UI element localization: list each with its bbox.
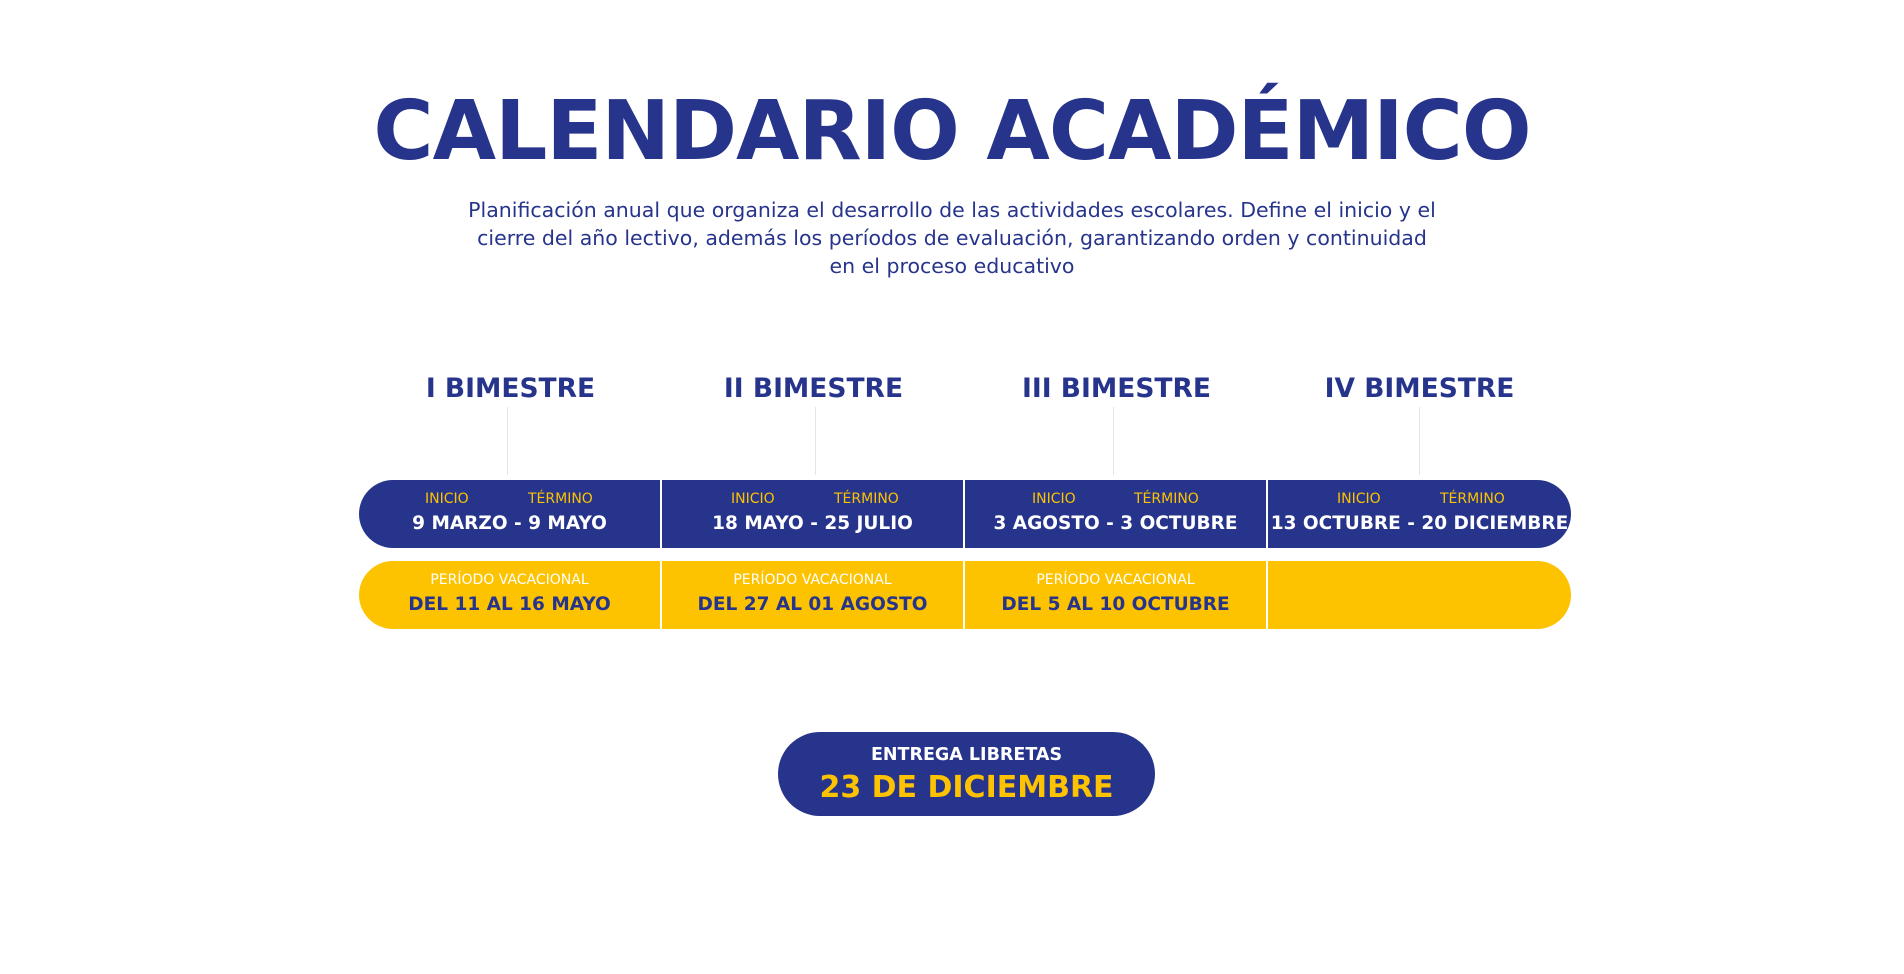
vacation-cell-1 [359,561,662,629]
vacation-label: PERÍODO VACACIONAL [733,572,892,588]
page-title: CALENDARIO ACADÉMICO [373,84,1531,179]
bimester-header-2 [662,365,965,475]
bimester-title: IV BIMESTRE [1324,373,1515,404]
vacation-dates: DEL 5 AL 10 OCTUBRE [1001,594,1230,615]
bimester-dates-cell-1 [359,480,662,548]
connector-line [507,407,508,475]
bimester-title: III BIMESTRE [1021,373,1211,404]
report-delivery-date: 23 DE DICIEMBRE [819,770,1114,805]
report-delivery-badge [778,732,1155,816]
bimester-dates-cell-2 [662,480,965,548]
start-label: INICIO [425,491,469,507]
vacation-cell-4 [1268,561,1571,629]
start-label: INICIO [1032,491,1076,507]
bimester-dates-cell-4 [1268,480,1571,548]
bimester-header-4 [1268,365,1571,475]
page-subtitle: Planificación anual que organiza el desarrollo de las actividades escolares. Define el inicio y el cierre del año lectivo, además los períodos de evaluación, garantizando orden y continuidad en el proceso educativo [468,198,1436,278]
bimester-dates-band [359,480,1571,548]
bimester-date-range: 3 AGOSTO - 3 OCTUBRE [993,513,1238,534]
end-label: TÉRMINO [1440,491,1505,507]
end-label: TÉRMINO [1134,491,1199,507]
vacation-label: PERÍODO VACACIONAL [430,572,589,588]
vacation-dates: DEL 11 AL 16 MAYO [408,594,611,615]
connector-line [1419,407,1420,475]
bimester-date-range: 18 MAYO - 25 JULIO [712,513,913,534]
start-label: INICIO [1337,491,1381,507]
report-delivery-label: ENTREGA LIBRETAS [870,745,1063,765]
bimester-title: I BIMESTRE [425,373,596,404]
vacation-band [359,561,1571,629]
bimester-headers [359,365,1571,475]
vacation-cell-2 [662,561,965,629]
bimester-date-range: 13 OCTUBRE - 20 DICIEMBRE [1270,513,1569,534]
end-label: TÉRMINO [834,491,899,507]
vacation-cell-3 [965,561,1268,629]
bimester-header-1 [359,365,662,475]
bimester-title: II BIMESTRE [723,373,904,404]
start-label: INICIO [731,491,775,507]
bimester-dates-cell-3 [965,480,1268,548]
connector-line [815,407,816,475]
connector-line [1113,407,1114,475]
bimester-date-range: 9 MARZO - 9 MAYO [412,513,607,534]
end-label: TÉRMINO [528,491,593,507]
vacation-label: PERÍODO VACACIONAL [1036,572,1195,588]
vacation-dates: DEL 27 AL 01 AGOSTO [697,594,928,615]
bimester-header-3 [965,365,1268,475]
